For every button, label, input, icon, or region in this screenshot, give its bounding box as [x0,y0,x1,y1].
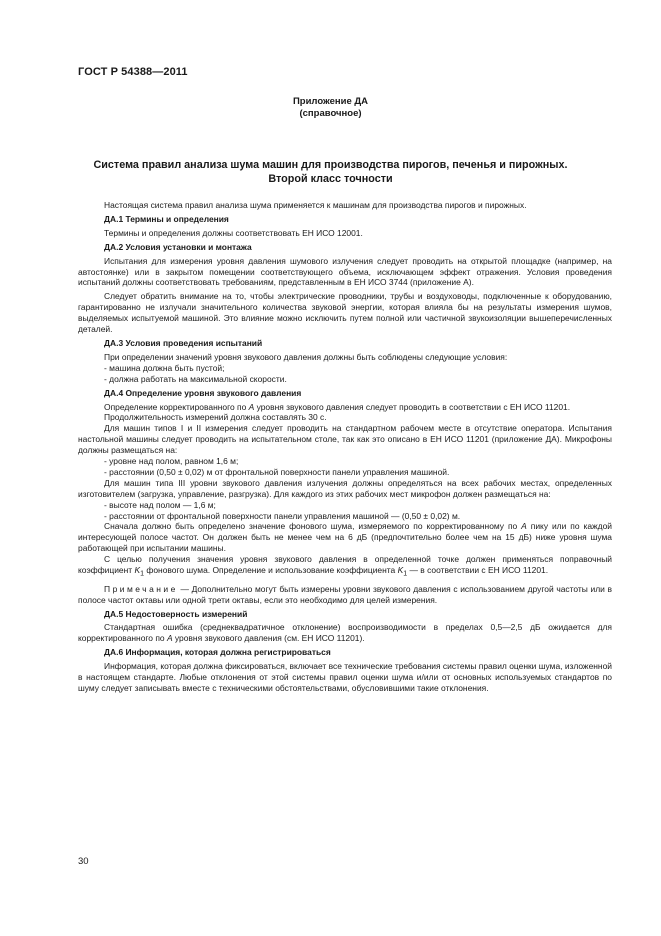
section-heading: ДА.1 Термины и определения [104,213,229,224]
paragraph: С целью получения значения уровня звукового давления в определенной точке должен применяться поправочный коэффициент $K_1$ фонового шума. Определение и использование коэффициента $K_1$ — в соответствии с ЕН ИСО 11201. [78,554,612,578]
section-heading: ДА.2 Условия установки и монтажа [104,241,252,252]
section-heading: ДА.5 Недостоверность измерений [104,608,248,619]
paragraph: Испытания для измерения уровня давления шумового излучения следует проводить на открытой площадке (например, на автостоянке) или в закрытом помещении соответствующего объема, исключающем эффект отражения. Условия проведения испытаний должны соответствовать требованиям, представленным в ЕН ИСО 3744 (приложение А). [78,255,612,288]
list-item: - расстоянии (0,50 ± 0,02) м от фронтальной поверхности панели управления машиной. [104,466,450,477]
document-title-line-2: Второй класс точности [268,173,393,185]
appendix-heading [0,96,661,120]
list-item: - машина должна быть пустой; [104,362,225,373]
list-item: - уровне над полом, равном 1,6 м; [104,456,239,467]
paragraph: Следует обратить внимание на то, чтобы электрические проводники, трубы и воздуховоды, подключенные к оборудованию, гарантированно не излучали значительного количества звуковой энергии, которая влияла бы на результаты измерения шумов, выделяемых испытуемой машиной. Это влияние можно исключить путем полной или частичной звукоизоляции вышеперечисленных деталей. [78,291,612,335]
paragraph: Сначала должно быть определено значение фонового шума, измеряемого по корректированному по А пику или по каждой интересующей полосе частот. Он должен быть не менее чем на 6 дБ (предпочтительно более чем на 15 дБ) ниже уровня шума работающей при испытании машины. [78,521,613,554]
paragraph: Для машин типа III уровни звукового давления излучения должны определяться на всех рабочих местах, определенных изготовителем (загрузка, управление, разгрузка). Для каждого из этих рабочих мест микрофон должен размещаться на: [78,477,612,499]
note-label: Примечание [104,583,178,594]
paragraph: Определение корректированного по А уровня звукового давления следует проводить в соответствии с ЕН ИСО 11201. [104,401,571,412]
paragraph: Для машин типов I и II измерения следует проводить на стандартном рабочем месте в отсутствие оператора. Испытания настольной машины следует проводить на испытательном столе, так как это описано в ЕН ИСО 11201 (приложение ДА). Микрофоны должны размещаться на: [78,423,612,456]
paragraph: Информация, которая должна фиксироваться, включает все технические требования системы правил оценки шума, изложенной в настоящем стандарте. Любые отклонения от этой системы правил оценки шума и/или от основных используемых стандартов по шуму следует записывать вместе с техническими обстоятельствами, обусловившими такие отклонения. [78,661,612,693]
section-heading: ДА.6 Информация, которая должна регистрироваться [104,647,331,658]
note-paragraph: Примечание — Дополнительно могут быть измерены уровни звукового давления с использованием другой частоты или в полосе частот октавы или одной трети октавы, если это необходимо для целей измерения. [78,583,612,605]
paragraph: При определении значений уровня звукового давления должны быть соблюдены следующие условия: [104,351,508,362]
standard-header: ГОСТ Р 54388—2011 [78,66,188,78]
intro-paragraph: Настоящая система правил анализа шума применяется к машинам для производства пирогов и пирожных. [104,200,527,210]
paragraph: Стандартная ошибка (среднеквадратичное отклонение) воспроизводимости в пределах 0,5—2,5 дБ ожидается для корректированного по А уровня звукового давления (см. ЕН ИСО 11201). [78,622,612,644]
paragraph: Термины и определения должны соответствовать ЕН ИСО 12001. [104,227,363,238]
list-item: - расстоянии от фронтальной поверхности панели управления машиной — (0,50 ± 0,02) м. [104,510,461,521]
appendix-subtitle: (справочное) [299,108,362,119]
document-title [78,158,583,186]
section-heading: ДА.4 Определение уровня звукового давления [104,387,302,398]
page-number: 30 [78,856,89,867]
section-heading: ДА.3 Условия проведения испытаний [104,337,263,348]
document-body [78,200,612,694]
appendix-title: Приложение ДА [292,96,369,107]
document-title-line-1: Система правил анализа шума машин для производства пирогов, печенья и пирожных. [93,159,568,171]
list-item: - должна работать на максимальной скорости. [104,373,287,384]
list-item: - высоте над полом — 1,6 м; [104,499,216,510]
paragraph: Продолжительность измерений должна составлять 30 с. [104,412,327,423]
